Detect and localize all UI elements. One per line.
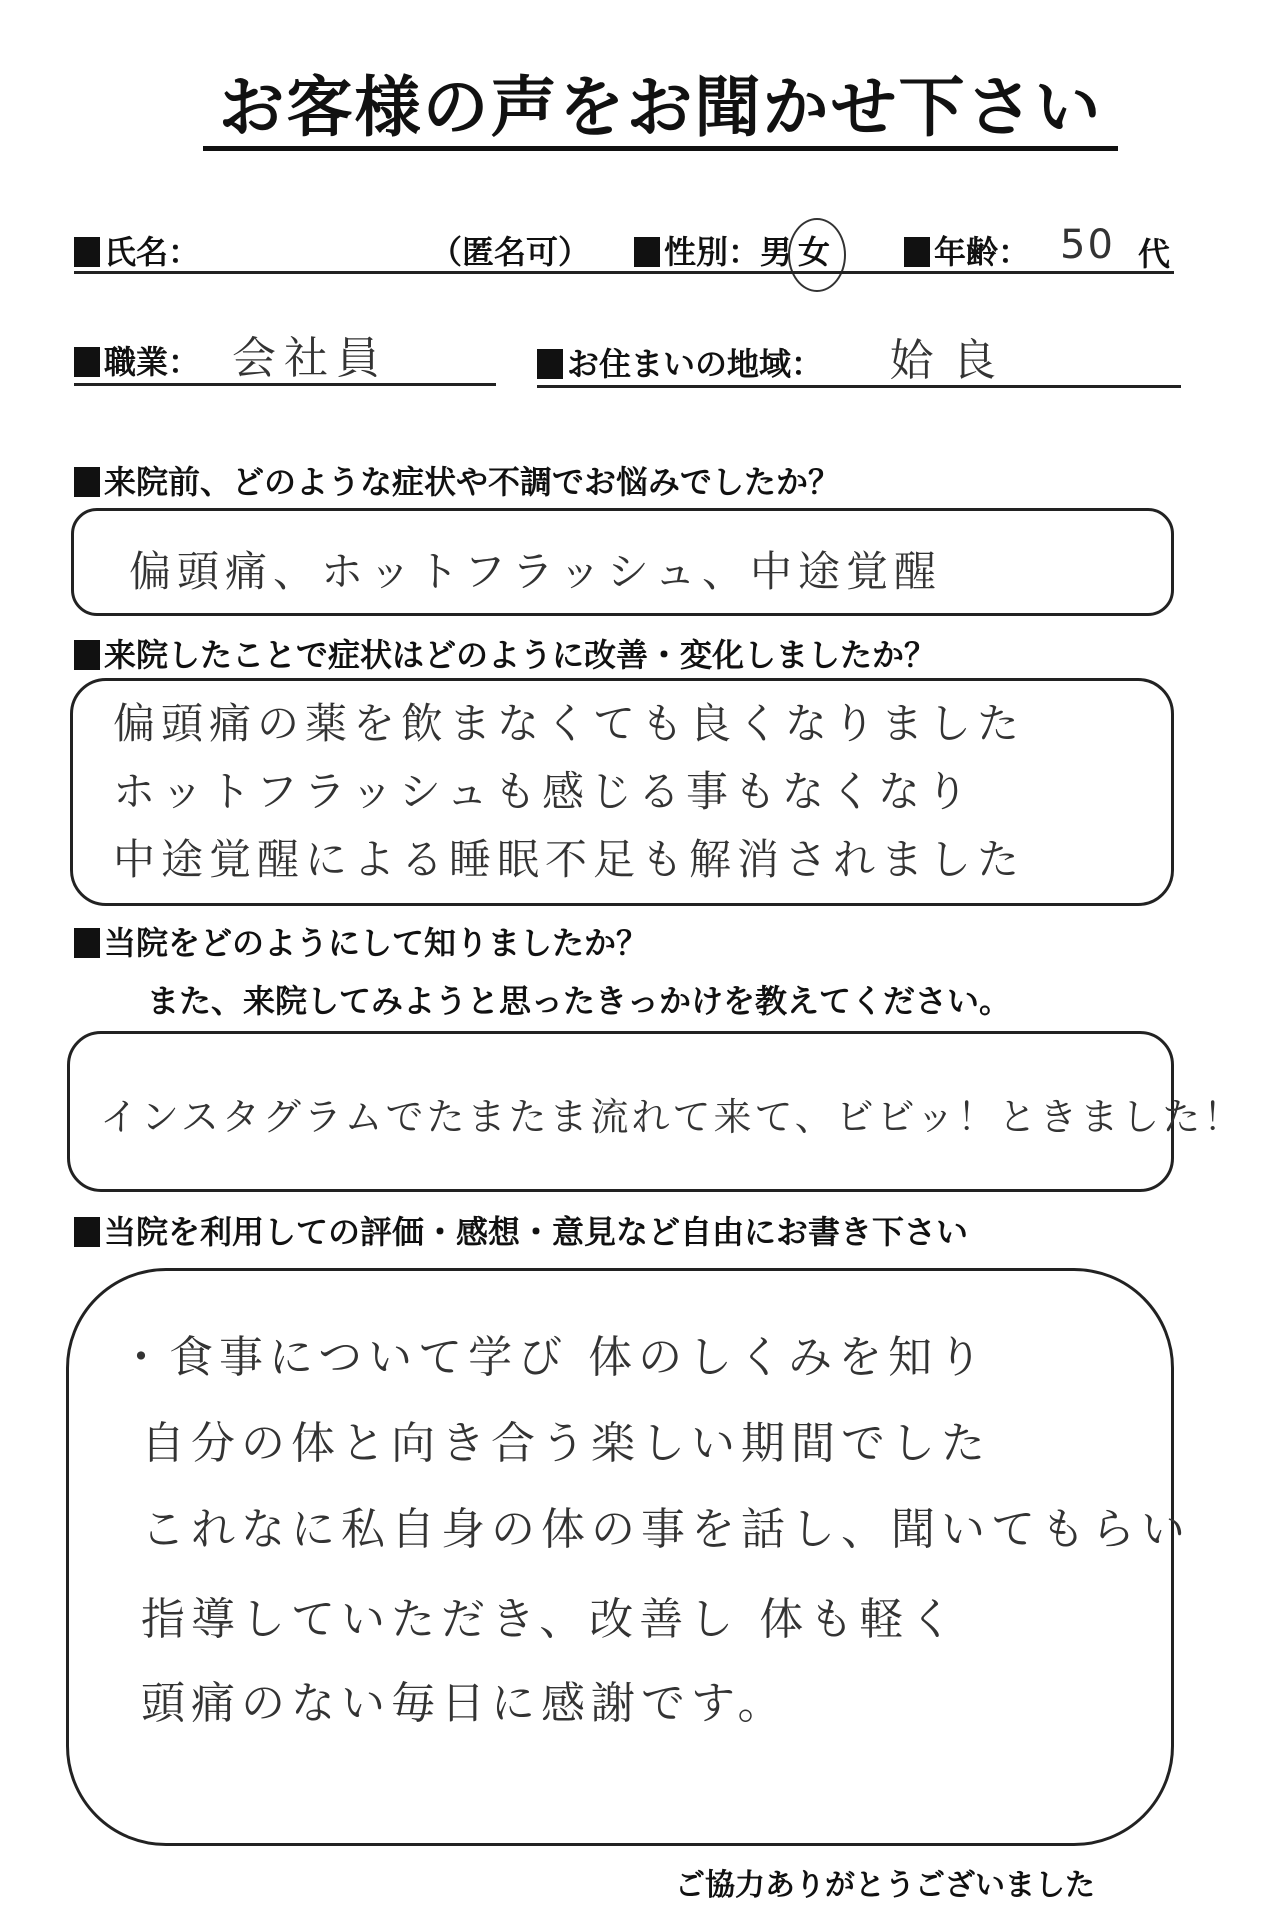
age-label-text: 年齢： bbox=[934, 233, 1031, 271]
answer-box-3[interactable] bbox=[67, 1031, 1245, 1192]
gender-female-text: 女 bbox=[798, 233, 831, 271]
anonymous-label: （匿名可） bbox=[430, 233, 591, 271]
question-1-heading bbox=[74, 462, 840, 502]
name-label bbox=[74, 232, 200, 272]
answer-line: ・食事について学び 体のしくみを知り bbox=[119, 1332, 989, 1383]
name-label-text: 氏名： bbox=[104, 233, 201, 271]
answer-line: これなに私自身の体の事を話し、聞いてもらい bbox=[141, 1504, 1191, 1555]
occupation-underline bbox=[74, 383, 496, 386]
question-1-text: 来院前、どのような症状や不調でお悩みでしたか？ bbox=[104, 463, 841, 501]
question-4-heading bbox=[74, 1212, 968, 1252]
question-3-text: 当院をどのようにして知りましたか？ bbox=[104, 924, 649, 962]
area-label-text: お住まいの地域： bbox=[567, 345, 824, 383]
square-bullet-icon bbox=[74, 237, 100, 267]
answer-line: 偏頭痛の薬を飲まなくても良くなりました bbox=[113, 699, 1026, 748]
answer-box-1[interactable] bbox=[71, 508, 1174, 616]
answer-line: 中途覚醒による睡眠不足も解消されました bbox=[113, 835, 1026, 884]
square-bullet-icon bbox=[74, 467, 100, 497]
footer-thanks: ご協力ありがとうございました bbox=[675, 1868, 1095, 1903]
age-suffix: 代 bbox=[1138, 235, 1171, 273]
answer-line: 頭痛のない毎日に感謝です。 bbox=[141, 1678, 788, 1729]
row1-underline bbox=[74, 271, 1174, 274]
age-label bbox=[904, 232, 1030, 272]
answer-line: ホットフラッシュも感じる事もなくなり bbox=[113, 767, 975, 816]
gender-option-female[interactable] bbox=[798, 232, 830, 272]
gender-option-male[interactable]: 男 bbox=[760, 233, 793, 271]
answer-line: インスタグラムでたまたま流れて来て、ビビッ！ときました！ bbox=[100, 1095, 1245, 1139]
gender-label-text: 性別： bbox=[664, 233, 761, 271]
square-bullet-icon bbox=[74, 347, 100, 377]
area-label bbox=[537, 344, 823, 384]
square-bullet-icon bbox=[904, 237, 930, 267]
area-value[interactable]: 姶良 bbox=[890, 335, 1014, 386]
question-3-heading bbox=[74, 923, 648, 963]
question-3-heading-line2: また、来院してみようと思ったきっかけを教えてください。 bbox=[147, 982, 1012, 1020]
answer-line: 自分の体と向き合う楽しい期間でした bbox=[141, 1418, 991, 1469]
question-4-text: 当院を利用しての評価・感想・意見など自由にお書き下さい bbox=[104, 1213, 969, 1251]
square-bullet-icon bbox=[74, 1217, 100, 1247]
answer-box-2[interactable] bbox=[70, 678, 1174, 906]
area-underline bbox=[537, 385, 1181, 388]
selection-circle bbox=[788, 218, 846, 292]
square-bullet-icon bbox=[634, 237, 660, 267]
occupation-value[interactable]: 会社員 bbox=[232, 333, 388, 384]
answer-line: 偏頭痛、ホットフラッシュ、中途覚醒 bbox=[129, 547, 943, 596]
square-bullet-icon bbox=[537, 349, 563, 379]
form-title: お客様の声をお聞かせ下さい bbox=[203, 70, 1118, 151]
question-2-heading bbox=[74, 635, 936, 675]
occupation-label-text: 職業： bbox=[104, 343, 201, 381]
age-value[interactable]: 50 bbox=[1060, 222, 1115, 268]
square-bullet-icon bbox=[74, 640, 100, 670]
square-bullet-icon bbox=[74, 928, 100, 958]
occupation-label bbox=[74, 342, 200, 382]
answer-box-4[interactable] bbox=[66, 1268, 1191, 1846]
question-2-text: 来院したことで症状はどのように改善・変化しましたか？ bbox=[104, 636, 937, 674]
gender-label bbox=[634, 232, 830, 272]
answer-line: 指導していただき、改善し 体も軽く bbox=[141, 1594, 960, 1645]
